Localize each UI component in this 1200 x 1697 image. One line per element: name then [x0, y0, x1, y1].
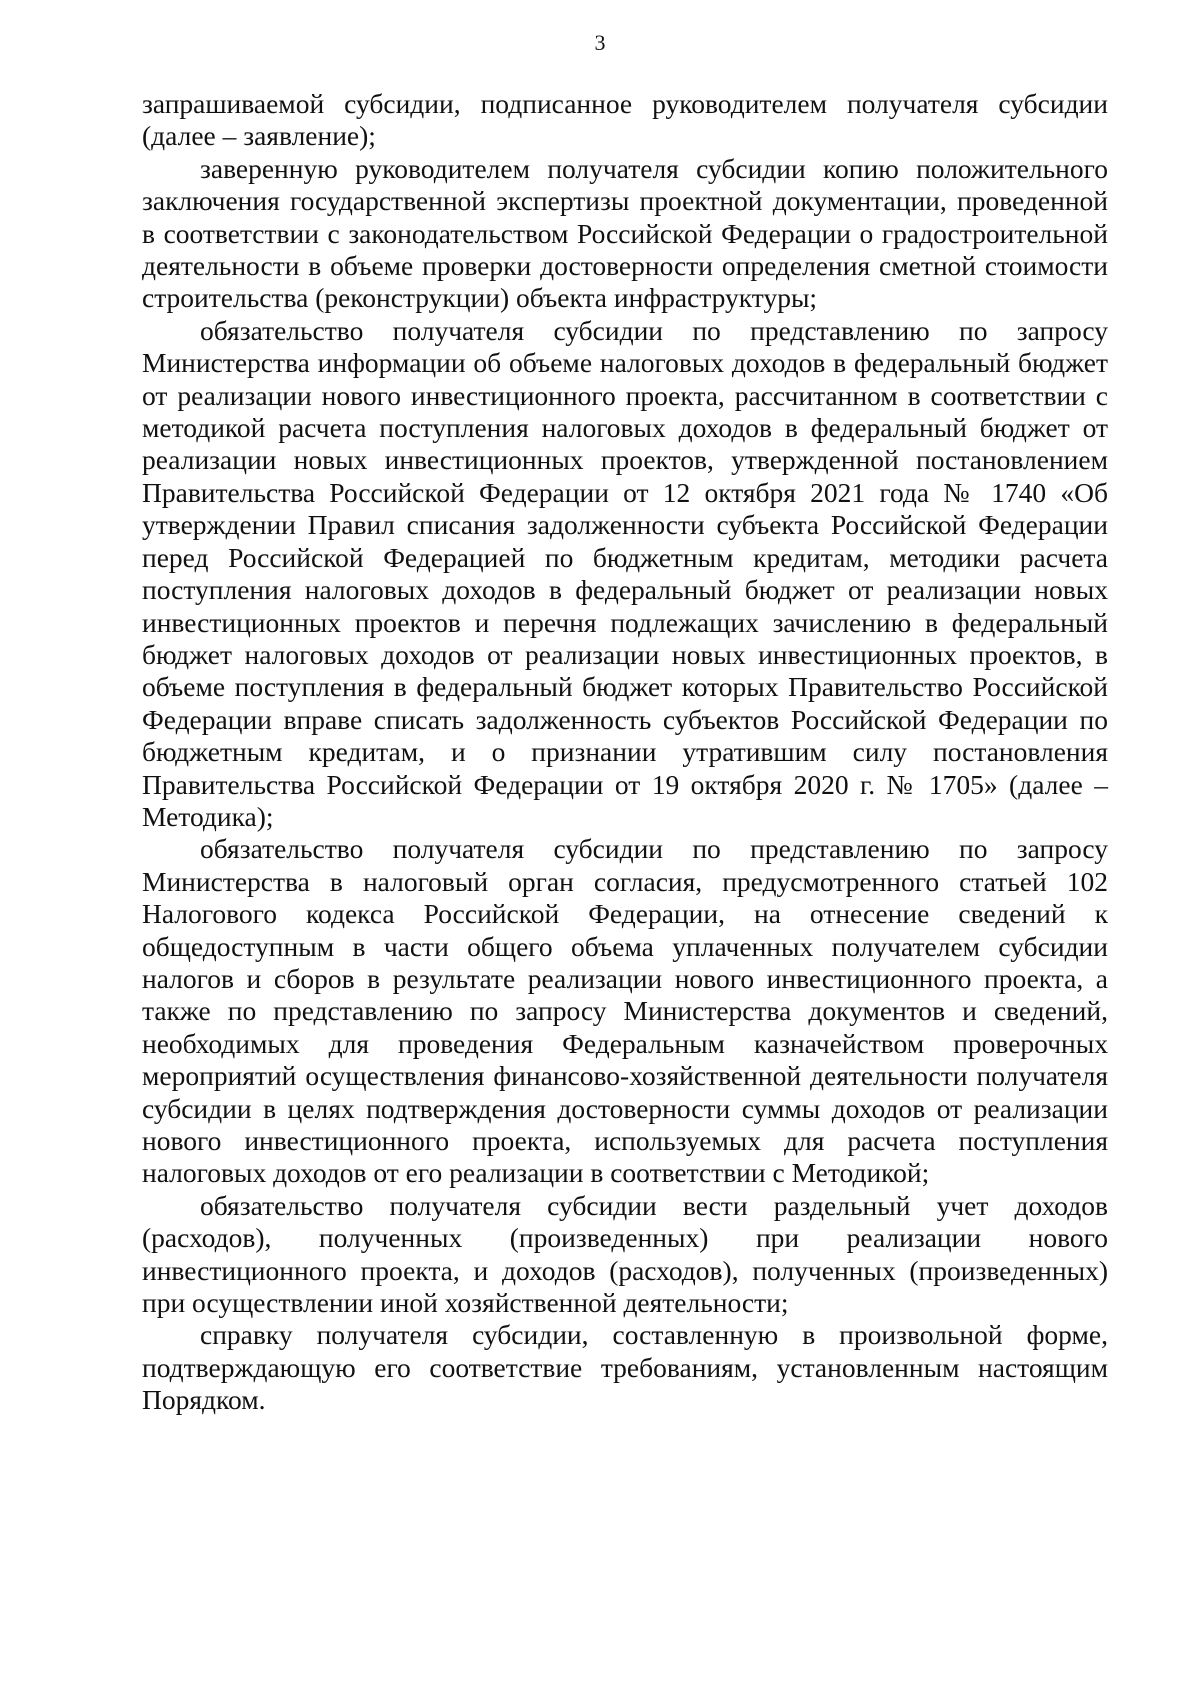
document-body — [142, 88, 1108, 1417]
paragraph-application-continuation: запрашиваемой субсидии, подписанное руководителем получателя субсидии (далее – заявление); — [142, 88, 1108, 152]
paragraph-compliance-certificate: справку получателя субсидии, составленную в произвольной форме, подтверждающую его соответствие требованиям, установленным настоящим Порядком. — [142, 1319, 1108, 1416]
paragraph-separate-accounting-obligation: обязательство получателя субсидии вести раздельный учет доходов (расходов), полученных (произведенных) при реализации нового инвестиционного проекта, и доходов (расходов), полученных (произведенных) при осуществлении иной хозяйственной деятельности; — [142, 1189, 1108, 1319]
paragraph-tax-revenue-obligation: обязательство получателя субсидии по представлению по запросу Министерства информации об объеме налоговых доходов в федеральный бюджет от реализации нового инвестиционного проекта, рассчитанном в соответствии с методикой расчета поступления налоговых доходов в федеральный бюджет от реализации новых инвестиционных проектов, утвержденной постановлением Правительства Российской Федерации от 12 октября 2021 года № 1740 «Об утверждении Правил списания задолженности субъекта Российской Федерации перед Российской Федерацией по бюджетным кредитам, методики расчета поступления налоговых доходов в федеральный бюджет от реализации новых инвестиционных проектов и перечня подлежащих зачислению в федеральный бюджет налоговых доходов от реализации новых инвестиционных проектов, в объеме поступления в федеральный бюджет которых Правительство Российской Федерации вправе списать задолженность субъектов Российской Федерации по бюджетным кредитам, и о признании утратившим силу постановления Правительства Российской Федерации от 19 октября 2020 г. № 1705» (далее – Методика); — [142, 314, 1108, 832]
page-number: 3 — [594, 30, 606, 55]
paragraph-tax-consent-obligation: обязательство получателя субсидии по представлению по запросу Министерства в налоговый орган согласия, предусмотренного статьей 102 Налогового кодекса Российской Федерации, на отнесение сведений к общедоступным в части общего объема уплаченных получателем субсидии налогов и сборов в результате реализации нового инвестиционного проекта, а также по представлению по запросу Министерства документов и сведений, необходимых для проведения Федеральным казначейством проверочных мероприятий осуществления финансово-хозяйственной деятельности получателя субсидии в целях подтверждения достоверности суммы доходов от реализации нового инвестиционного проекта, используемых для расчета поступления налоговых доходов от его реализации в соответствии с Методикой; — [142, 833, 1108, 1189]
paragraph-expertise-conclusion: заверенную руководителем получателя субсидии копию положительного заключения государственной экспертизы проектной документации, проведенной в соответствии с законодательством Российской Федерации о градостроительной деятельности в объеме проверки достоверности определения сметной стоимости строительства (реконструкции) объекта инфраструктуры; — [142, 152, 1108, 314]
